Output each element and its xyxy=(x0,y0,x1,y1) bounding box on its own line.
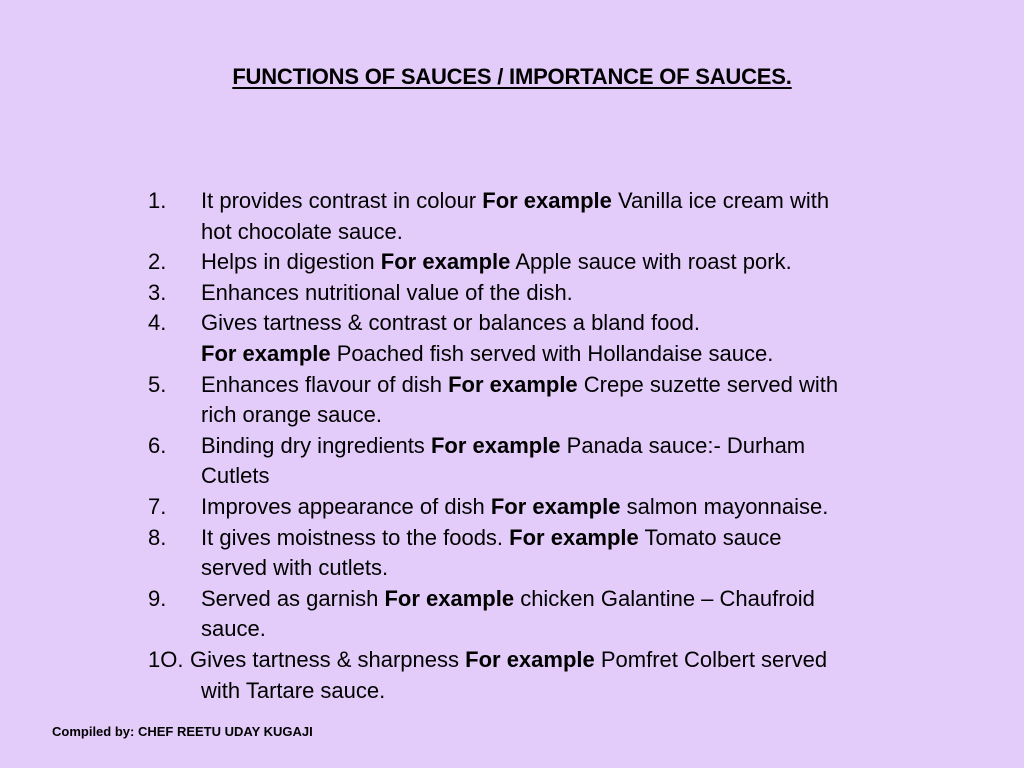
list-item xyxy=(148,645,968,706)
item-example: Vanilla ice cream with xyxy=(617,188,830,213)
item-example: Apple sauce with roast pork. xyxy=(515,249,792,275)
item-line xyxy=(201,339,968,370)
item-example: salmon mayonnaise. xyxy=(626,493,829,519)
item-text: It gives moistness to the foods. xyxy=(201,524,504,550)
item-text: Improves appearance of dish xyxy=(201,493,485,519)
item-line xyxy=(201,247,968,278)
item-example: Tomato sauce xyxy=(644,524,782,550)
item-example: Crepe suzette served with xyxy=(583,371,839,397)
item-number: 5. xyxy=(148,371,167,397)
item-number: 1O. xyxy=(148,646,184,672)
item-line xyxy=(201,523,968,554)
example-label: For example xyxy=(201,340,331,366)
item-continuation: hot chocolate sauce. xyxy=(201,218,403,244)
footer-credit: Compiled by: CHEF REETU UDAY KUGAJI xyxy=(52,724,313,739)
item-number: 1. xyxy=(148,188,167,213)
list-item xyxy=(148,523,968,584)
item-continuation: sauce. xyxy=(201,616,266,642)
item-continuation: rich orange sauce. xyxy=(201,402,382,428)
example-label: For example xyxy=(482,188,612,213)
item-continuation: with Tartare sauce. xyxy=(201,677,386,703)
item-text: Gives tartness & contrast or balances a bland food. xyxy=(201,310,700,336)
list-item xyxy=(148,308,968,369)
example-label: For example xyxy=(509,524,639,550)
item-number: 4. xyxy=(148,310,167,336)
item-text: Served as garnish xyxy=(201,585,379,611)
item-example: Poached fish served with Hollandaise sauce. xyxy=(336,340,774,366)
item-text: Helps in digestion xyxy=(201,249,375,275)
item-text: Enhances flavour of dish xyxy=(201,371,442,397)
item-text: Binding dry ingredients xyxy=(201,432,425,458)
item-number: 3. xyxy=(148,279,167,305)
example-label: For example xyxy=(465,646,595,672)
item-text: It provides contrast in colour xyxy=(201,188,483,213)
item-example: Pomfret Colbert served xyxy=(600,646,828,672)
item-example: Panada sauce:- Durham xyxy=(566,432,806,458)
list-item xyxy=(148,370,968,431)
list-item xyxy=(148,247,968,278)
item-text: Enhances nutritional value of the dish. xyxy=(201,279,573,305)
list-item xyxy=(148,186,968,247)
example-label: For example xyxy=(430,432,561,458)
item-number: 6. xyxy=(148,432,167,458)
list-item xyxy=(148,278,968,309)
list-item xyxy=(148,492,968,523)
item-number: 2. xyxy=(148,249,167,275)
item-number: 9. xyxy=(148,585,167,611)
item-number: 7. xyxy=(148,493,167,519)
item-continuation: Cutlets xyxy=(201,463,270,489)
list-item xyxy=(148,584,968,645)
item-number: 8. xyxy=(148,524,167,550)
item-line xyxy=(201,431,968,462)
item-line xyxy=(201,584,968,615)
item-example: chicken Galantine – Chaufroid xyxy=(520,585,815,611)
example-label: For example xyxy=(384,585,515,611)
example-label: For example xyxy=(448,371,578,397)
item-line xyxy=(201,492,968,523)
example-label: For example xyxy=(380,249,511,275)
example-label: For example xyxy=(490,493,621,519)
item-text: Gives tartness & sharpness xyxy=(190,646,460,672)
slide-title: FUNCTIONS OF SAUCES / IMPORTANCE OF SAUCES. xyxy=(232,64,792,89)
functions-list xyxy=(148,186,968,706)
item-line xyxy=(201,370,968,401)
item-line xyxy=(201,186,968,217)
item-line xyxy=(190,645,968,676)
list-item xyxy=(148,431,968,492)
item-continuation: served with cutlets. xyxy=(201,555,389,581)
